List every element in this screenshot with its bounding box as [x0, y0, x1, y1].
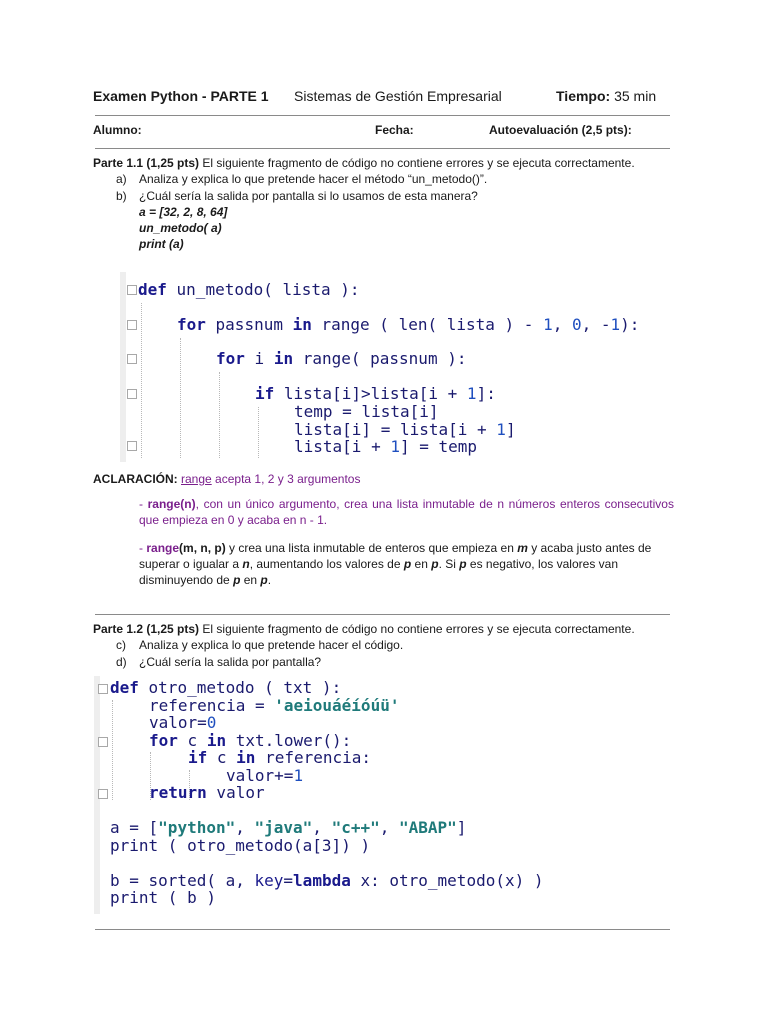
exam-title: Examen Python - PARTE 1	[93, 88, 269, 104]
fold-marker-icon	[127, 441, 137, 451]
note-range-n: - range(n), con un único argumento, crea una lista inmutable de n números enteros consecutivos que empieza en 0 y acaba en n - 1.	[139, 497, 674, 527]
code-line: lista[i] = lista[i + 1]	[294, 420, 516, 439]
indent-guide	[180, 338, 181, 458]
editor-gutter	[120, 272, 126, 462]
divider	[95, 614, 670, 615]
divider	[95, 115, 670, 116]
indent-guide	[258, 407, 259, 458]
usage-line: print (a)	[139, 237, 184, 251]
code-line: print ( otro_metodo(a[3]) )	[110, 836, 371, 855]
divider	[95, 929, 670, 930]
part1-item-a-text: Analiza y explica lo que pretende hacer el método “un_metodo()”.	[139, 172, 488, 186]
exam-time: Tiempo: 35 min	[556, 88, 657, 104]
note-range-mnp: - range(m, n, p) y crea una lista inmutable de enteros que empieza en m y acaba justo antes de superar o igualar a n, aumentando los valores de p en p. Si p es negativo, los valores van disminuyendo de p en p.	[139, 541, 652, 587]
exam-subject: Sistemas de Gestión Empresarial	[294, 88, 502, 104]
fold-marker-icon	[127, 354, 137, 364]
code-line: def otro_metodo ( txt ):	[110, 678, 342, 697]
part2-item-c: c)	[116, 638, 126, 652]
fold-marker-icon	[98, 684, 108, 694]
code-line: b = sorted( a, key=lambda x: otro_metodo(x) )	[110, 871, 544, 890]
code-line: for passnum in range ( len( lista ) - 1, 0, -1):	[177, 315, 640, 334]
student-label: Alumno:	[93, 123, 142, 137]
fold-marker-icon	[127, 320, 137, 330]
code-line: if lista[i]>lista[i + 1]:	[255, 384, 496, 403]
code-line: referencia = 'aeiouáéíóúü'	[149, 696, 400, 715]
code-line: for c in txt.lower():	[149, 731, 352, 750]
code-line: valor=0	[149, 713, 217, 732]
date-label: Fecha:	[375, 123, 414, 137]
fold-marker-icon	[127, 389, 137, 399]
code-line: def un_metodo( lista ):	[138, 280, 360, 299]
part1-item-a: a)	[116, 172, 127, 186]
note-line: ACLARACIÓN: range acepta 1, 2 y 3 argumentos	[93, 472, 361, 486]
part1-item-b-text: ¿Cuál sería la salida por pantalla si lo usamos de esta manera?	[139, 189, 478, 203]
fold-marker-icon	[98, 737, 108, 747]
divider	[95, 148, 670, 149]
indent-guide	[141, 303, 142, 458]
part2-intro: Parte 1.2 (1,25 pts) El siguiente fragmento de código no contiene errores y se ejecuta correctamente.	[93, 622, 635, 636]
part2-item-d: d)	[116, 655, 127, 669]
part2-item-c-text: Analiza y explica lo que pretende hacer el código.	[139, 638, 404, 652]
part1-intro: Parte 1.1 (1,25 pts) El siguiente fragmento de código no contiene errores y se ejecuta correctamente.	[93, 156, 635, 170]
selfeval-label: Autoevaluación (2,5 pts):	[489, 123, 632, 137]
indent-guide	[112, 700, 113, 800]
usage-line: a = [32, 2, 8, 64]	[139, 205, 228, 219]
fold-marker-icon	[127, 285, 137, 295]
code-line: temp = lista[i]	[294, 402, 439, 421]
usage-line: un_metodo( a)	[139, 221, 222, 235]
code-line: for i in range( passnum ):	[216, 349, 467, 368]
part1-item-b: b)	[116, 189, 127, 203]
code-line: valor+=1	[226, 766, 304, 785]
indent-guide	[219, 372, 220, 458]
part2-item-d-text: ¿Cuál sería la salida por pantalla?	[139, 655, 322, 669]
fold-marker-icon	[98, 789, 108, 799]
code-line: print ( b )	[110, 888, 216, 907]
code-line: lista[i + 1] = temp	[294, 437, 478, 456]
code-line: return valor	[149, 783, 265, 802]
code-line: a = ["python", "java", "c++", "ABAP"]	[110, 818, 467, 837]
code-line: if c in referencia:	[188, 748, 372, 767]
